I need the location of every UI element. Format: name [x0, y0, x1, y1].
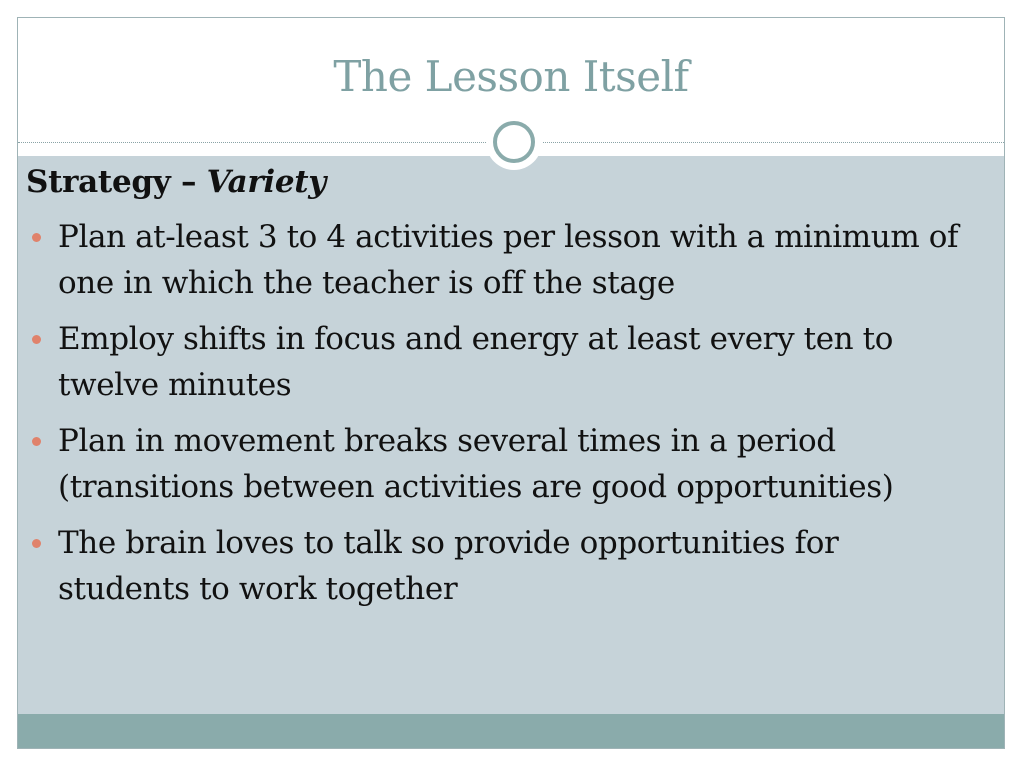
list-item — [26, 316, 966, 408]
bullet-dot-icon — [32, 539, 41, 548]
bullet-dot-icon — [32, 335, 41, 344]
ornament-ring — [493, 121, 535, 163]
slide-body — [26, 160, 966, 622]
bullet-dot-icon — [32, 233, 41, 242]
bullet-text: The brain loves to talk so provide opportunities for students to work together — [58, 525, 839, 607]
bullet-text: Employ shifts in focus and energy at least every ten to twelve minutes — [58, 321, 893, 403]
list-item — [26, 520, 966, 612]
footer-bar — [18, 714, 1004, 748]
list-item — [26, 418, 966, 510]
slide-title: The Lesson Itself — [333, 52, 689, 101]
bullet-list — [26, 214, 966, 612]
bullet-dot-icon — [32, 437, 41, 446]
strategy-heading — [26, 160, 966, 204]
heading-emphasis: Variety — [206, 164, 327, 200]
bullet-text: Plan in movement breaks several times in a period (transitions between activities are good opportunities) — [58, 423, 894, 505]
list-item — [26, 214, 966, 306]
bullet-text: Plan at-least 3 to 4 activities per lesson with a minimum of one in which the teacher is off the stage — [58, 219, 959, 301]
heading-prefix: Strategy – — [26, 164, 207, 200]
